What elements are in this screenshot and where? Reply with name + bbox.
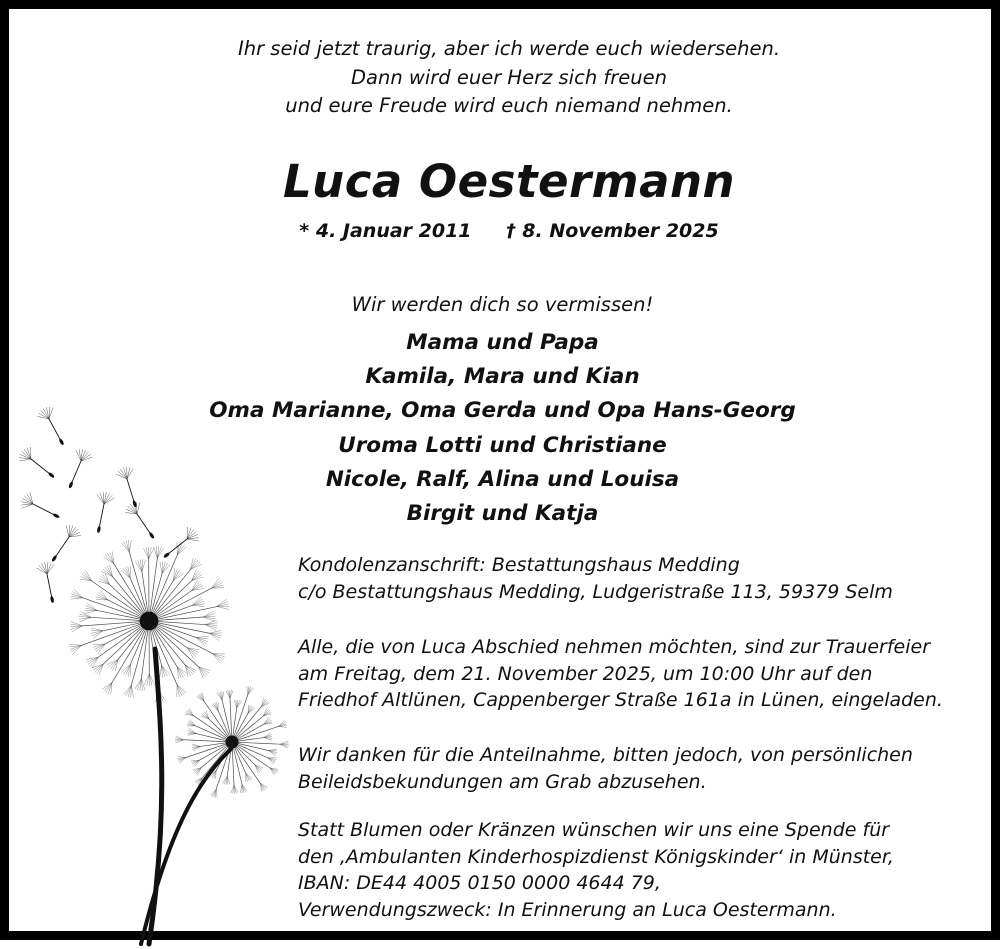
mourners-intro: Wir werden dich so vermissen! (9, 293, 996, 316)
donation-notice (298, 817, 998, 923)
donation-line: Verwendungszweck: In Erinnerung an Luca Oestermann. (298, 897, 998, 924)
quote-line: Ihr seid jetzt traurig, aber ich werde euch wiedersehen. (9, 35, 1000, 64)
mourner-line: Nicole, Ralf, Alina und Louisa (9, 463, 996, 497)
mourner-line: Birgit und Katja (9, 497, 996, 531)
condolence-address (298, 552, 998, 605)
thanks-line: Wir danken für die Anteilnahme, bitten jedoch, von persönlichen (298, 742, 998, 769)
dandelion-icon (9, 404, 299, 949)
mourner-line: Mama und Papa (9, 326, 996, 360)
mourner-line: Kamila, Mara und Kian (9, 360, 996, 394)
quote-line: Dann wird euer Herz sich freuen (9, 64, 1000, 93)
condolence-line: Kondolenzanschrift: Bestattungshaus Medding (298, 552, 998, 579)
life-dates (9, 220, 1000, 242)
deceased-name: Luca Oestermann (9, 155, 1000, 208)
condolence-line: c/o Bestattungshaus Medding, Ludgeristraße 113, 59379 Selm (298, 579, 998, 606)
birth-date: * 4. Januar 2011 (299, 220, 471, 242)
service-notice (298, 634, 998, 714)
quote-line: und eure Freude wird euch niemand nehmen. (9, 92, 1000, 121)
bible-quote (9, 35, 1000, 121)
donation-line: Statt Blumen oder Kränzen wünschen wir uns eine Spende für (298, 817, 998, 844)
donation-line: IBAN: DE44 4005 0150 0000 4644 79, (298, 870, 998, 897)
mourner-line: Oma Marianne, Oma Gerda und Opa Hans-Georg (9, 394, 996, 428)
service-line: Alle, die von Luca Abschied nehmen möchten, sind zur Trauerfeier (298, 634, 998, 661)
thanks-notice (298, 742, 998, 795)
service-line: am Freitag, dem 21. November 2025, um 10:00 Uhr auf den (298, 661, 998, 688)
thanks-line: Beileidsbekundungen am Grab abzusehen. (298, 769, 998, 796)
donation-line: den ‚Ambulanten Kinderhospizdienst Königskinder‘ in Münster, (298, 844, 998, 871)
death-date: † 8. November 2025 (506, 220, 719, 242)
service-line: Friedhof Altlünen, Cappenberger Straße 161a in Lünen, eingeladen. (298, 687, 998, 714)
mourner-line: Uroma Lotti und Christiane (9, 429, 996, 463)
